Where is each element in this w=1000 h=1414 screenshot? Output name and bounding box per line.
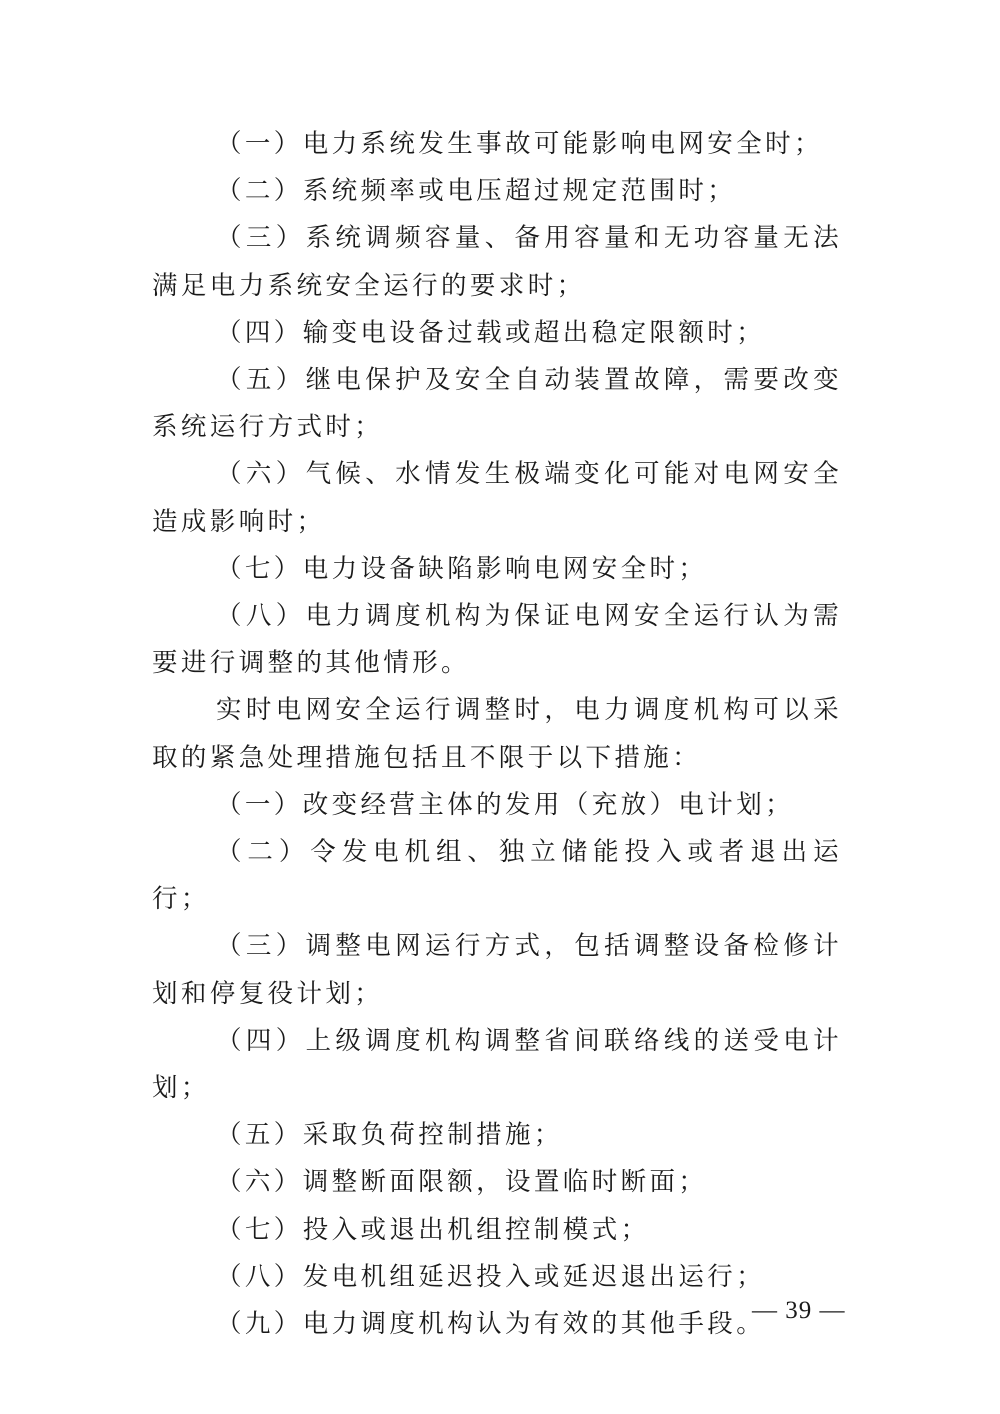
list-item: （七）投入或退出机组控制模式； bbox=[216, 1214, 650, 1245]
list-item: （五）继电保护及安全自动装置故障，需要改变系统运行方式时； bbox=[152, 365, 842, 443]
list-item: （一）电力系统发生事故可能影响电网安全时； bbox=[216, 129, 823, 159]
list-item: （六）调整断面限额，设置临时断面； bbox=[216, 1167, 708, 1198]
list-item: （四）上级调度机构调整省间联络线的送受电计划； bbox=[152, 1025, 842, 1104]
body-text bbox=[152, 121, 842, 1348]
list-item: （二）令发电机组、独立储能投入或者退出运行； bbox=[152, 837, 842, 915]
page-number: — 39 — bbox=[752, 1297, 846, 1324]
list-item: （四）输变电设备过载或超出稳定限额时； bbox=[216, 317, 766, 348]
intro-paragraph: 实时电网安全运行调整时，电力调度机构可以采取的紧急处理措施包括且不限于以下措施： bbox=[152, 695, 842, 773]
list-item: （八）电力调度机构为保证电网安全运行认为需要进行调整的其他情形。 bbox=[152, 601, 842, 679]
list-item: （九）电力调度机构认为有效的其他手段。 bbox=[216, 1309, 766, 1340]
list-item: （三）系统调频容量、备用容量和无功容量无法满足电力系统安全运行的要求时； bbox=[152, 223, 842, 301]
list-item: （二）系统频率或电压超过规定范围时； bbox=[216, 176, 737, 207]
list-item: （三）调整电网运行方式，包括调整设备检修计划和停复役计划； bbox=[152, 931, 842, 1009]
list-item: （六）气候、水情发生极端变化可能对电网安全造成影响时； bbox=[152, 459, 842, 537]
list-item: （一）改变经营主体的发用（充放）电计划； bbox=[216, 789, 795, 820]
list-item: （七）电力设备缺陷影响电网安全时； bbox=[216, 553, 708, 584]
list-item: （八）发电机组延迟投入或延迟退出运行； bbox=[216, 1261, 766, 1292]
list-item: （五）采取负荷控制措施； bbox=[216, 1120, 563, 1151]
